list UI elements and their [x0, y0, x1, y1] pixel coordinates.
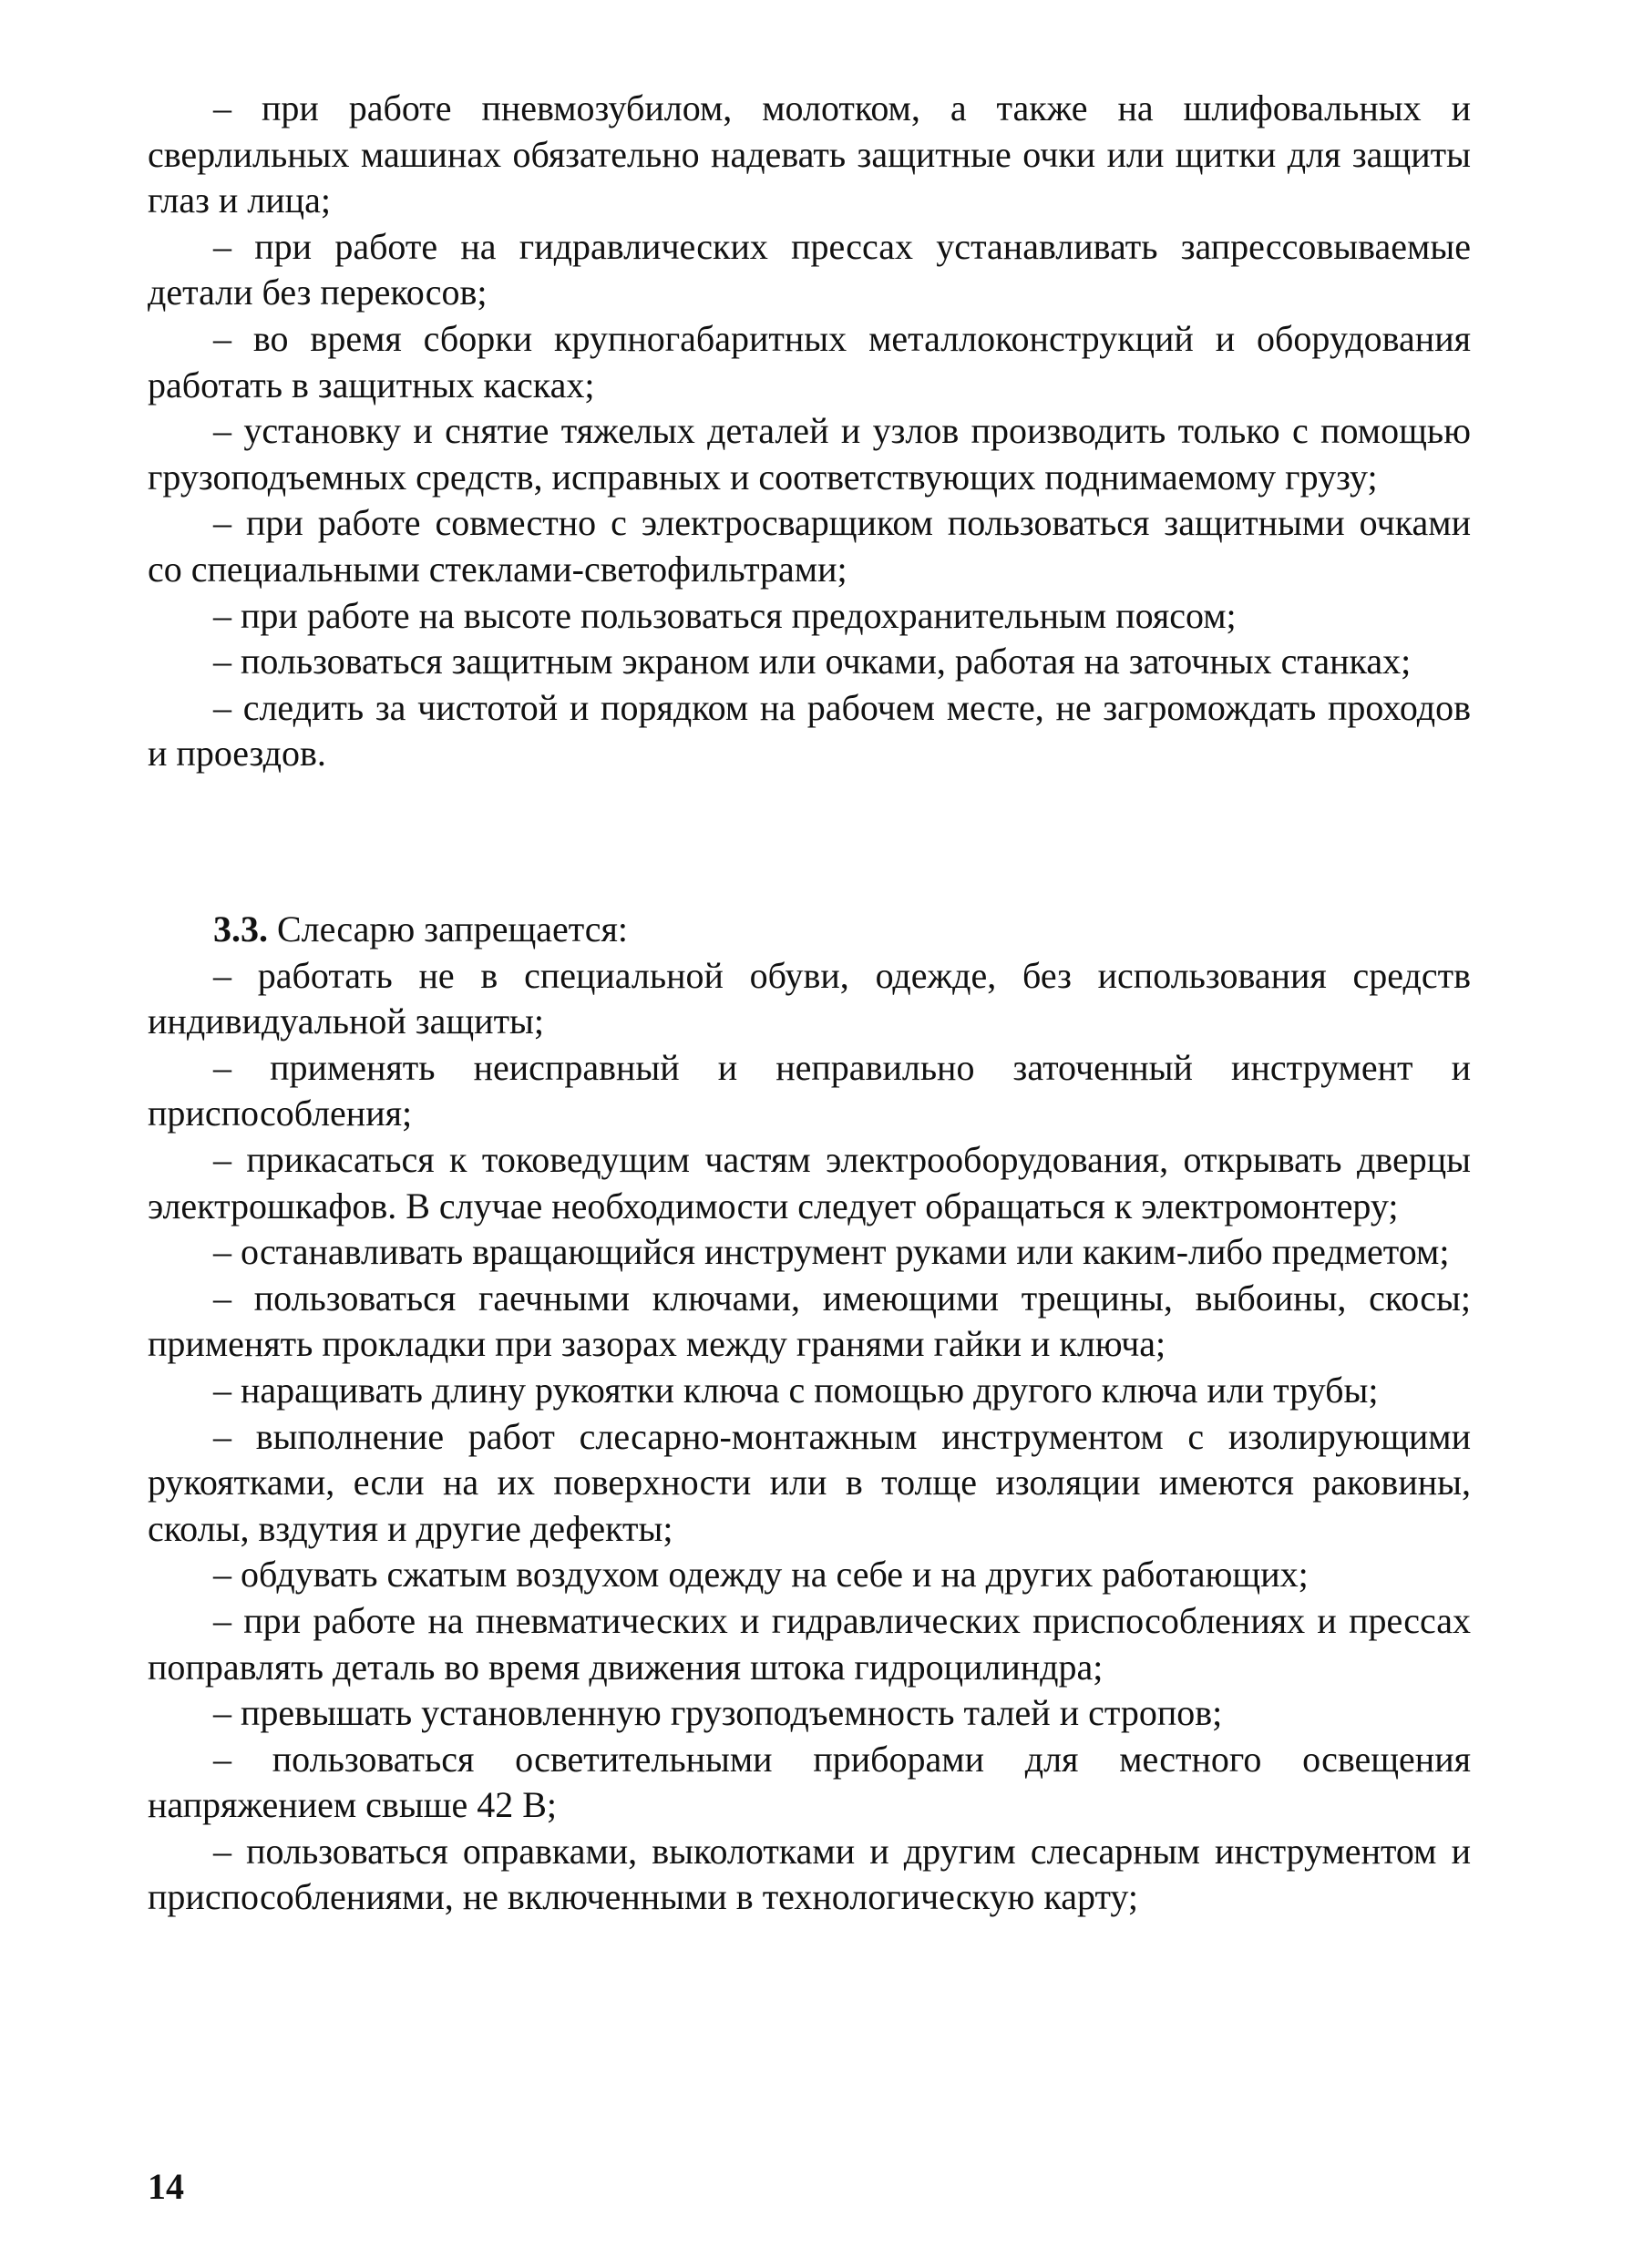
list-item: – при работе на пневматических и гидравлических приспособлениях и прессах поправлять деталь во время движения штока гидроцилиндра;	[148, 1599, 1471, 1688]
list-item: – обдувать сжатым воздухом одежду на себе и на других работающих;	[213, 1554, 1309, 1596]
list-item: – наращивать длину рукоятки ключа с помощью другого ключа или трубы;	[213, 1369, 1379, 1411]
list-item: – останавливать вращающийся инструмент руками или каким-либо предметом;	[213, 1231, 1450, 1273]
list-item: – при работе на гидравлических прессах устанавливать запрессовываемые детали без перекосов;	[148, 225, 1471, 313]
safety-requirements-list	[148, 86, 1471, 777]
list-item: – работать не в специальной обуви, одежде, без использования средств индивидуальной защиты;	[148, 954, 1471, 1042]
list-item: – пользоваться оправками, выколотками и другим слесарным инструментом и приспособлениями, не включенными в технологическую карту;	[148, 1830, 1471, 1918]
list-item: – при работе на высоте пользоваться предохранительным поясом;	[213, 594, 1237, 636]
list-item: – во время сборки крупногабаритных металлоконструкций и оборудования работать в защитных касках;	[148, 317, 1471, 405]
list-item: – при работе совместно с электросварщиком пользоваться защитными очками со специальными стеклами-светофильтрами;	[148, 502, 1471, 590]
list-item: – превышать установленную грузоподъемность талей и стропов;	[213, 1692, 1223, 1734]
list-item: – следить за чистотой и порядком на рабочем месте, не загромождать проходов и проездов.	[148, 686, 1471, 775]
section-title: Слесарю запрещается:	[268, 908, 628, 949]
list-item: – пользоваться защитным экраном или очками, работая на заточных станках;	[213, 641, 1412, 682]
section-number: 3.3.	[213, 908, 268, 949]
list-item: – выполнение работ слесарно-монтажным инструментом с изолирующими рукоятками, если на их поверхности или в толще изоляции имеются раковины, сколы, вздутия и другие дефекты;	[148, 1415, 1471, 1549]
list-item: – пользоваться гаечными ключами, имеющими трещины, выбоины, скосы; применять прокладки при зазорах между гранями гайки и ключа;	[148, 1277, 1471, 1365]
list-item: – при работе пневмозубилом, молотком, а также на шлифовальных и сверлильных машинах обязательно надевать защитные очки или щитки для защиты глаз и лица;	[148, 87, 1471, 221]
list-item: – прикасаться к токоведущим частям электрооборудования, открывать дверцы электрошкафов. В случае необходимости следует обращаться к электромонтеру;	[148, 1138, 1471, 1226]
list-item: – установку и снятие тяжелых деталей и узлов производить только с помощью грузоподъемных средств, исправных и соответствующих поднимаемому грузу;	[148, 410, 1471, 498]
page-number: 14	[148, 2166, 184, 2207]
prohibitions-section	[148, 907, 1471, 1921]
section-heading	[148, 907, 1471, 953]
list-item: – пользоваться осветительными приборами для местного освещения напряжением свыше 42 В;	[148, 1738, 1471, 1826]
list-item: – применять неисправный и неправильно заточенный инструмент и приспособления;	[148, 1046, 1471, 1134]
